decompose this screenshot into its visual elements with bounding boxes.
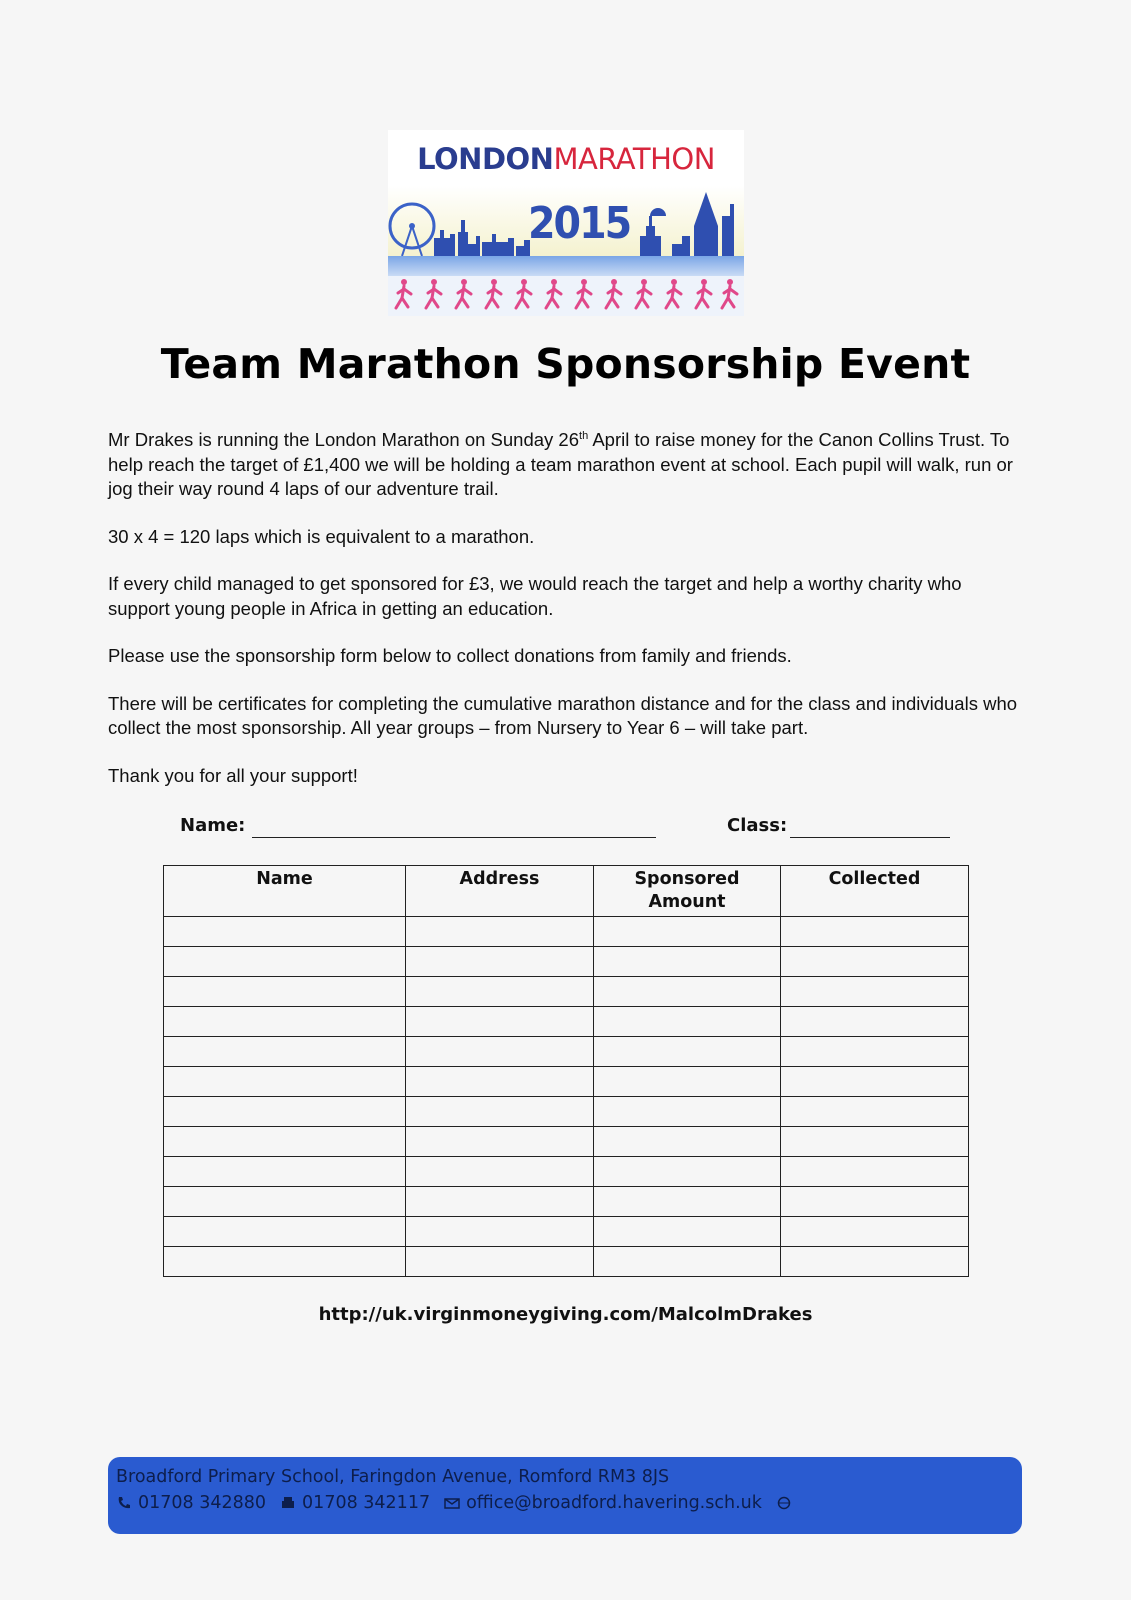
- address-cell[interactable]: [406, 1127, 594, 1157]
- paragraph-form: Please use the sponsorship form below to collect donations from family and friends.: [108, 645, 792, 666]
- address-cell[interactable]: [406, 1217, 594, 1247]
- fax-icon: [280, 1496, 296, 1510]
- name-cell[interactable]: [164, 1037, 406, 1067]
- header-address: Address: [406, 866, 594, 917]
- sponsored-amount-cell[interactable]: [594, 1157, 781, 1187]
- logo-year: 2015: [528, 198, 631, 249]
- collected-cell[interactable]: [781, 917, 969, 947]
- page-title: Team Marathon Sponsorship Event: [160, 340, 971, 388]
- name-class-fields: [180, 815, 960, 845]
- table-row: [164, 1157, 969, 1187]
- table-body: [164, 917, 969, 1277]
- email-icon: [444, 1496, 460, 1510]
- donation-url[interactable]: http://uk.virginmoneygiving.com/MalcolmDrakes: [318, 1304, 813, 1325]
- address-cell[interactable]: [406, 1037, 594, 1067]
- name-cell[interactable]: [164, 1007, 406, 1037]
- header-name: Name: [164, 866, 406, 917]
- table-row: [164, 1127, 969, 1157]
- class-label: Class:: [727, 815, 788, 836]
- table-row: [164, 1247, 969, 1277]
- collected-cell[interactable]: [781, 1037, 969, 1067]
- sponsored-amount-cell[interactable]: [594, 1037, 781, 1067]
- paragraph-thanks: Thank you for all your support!: [108, 764, 358, 786]
- name-field-line[interactable]: [252, 837, 656, 838]
- sponsored-amount-cell[interactable]: [594, 1247, 781, 1277]
- email-address[interactable]: office@broadford.havering.sch.uk: [466, 1493, 762, 1513]
- sponsored-amount-cell[interactable]: [594, 947, 781, 977]
- london-marathon-logo: [388, 130, 744, 316]
- fax-number: 01708 342117: [302, 1493, 431, 1513]
- contact-line: [116, 1493, 798, 1513]
- collected-cell[interactable]: [781, 1217, 969, 1247]
- logo-title: [388, 142, 744, 176]
- paragraph-certificates: There will be certificates for completing the cumulative marathon distance and for the class and individuals who collect the most sponsorship. All year groups – from Nursery to Year 6 – will take part.: [108, 692, 1018, 738]
- collected-cell[interactable]: [781, 1007, 969, 1037]
- name-cell[interactable]: [164, 1097, 406, 1127]
- collected-cell[interactable]: [781, 1247, 969, 1277]
- address-cell[interactable]: [406, 917, 594, 947]
- name-cell[interactable]: [164, 1127, 406, 1157]
- table-row: [164, 1217, 969, 1247]
- header-sponsored-amount: Sponsored Amount: [594, 866, 781, 917]
- name-cell[interactable]: [164, 947, 406, 977]
- address-cell[interactable]: [406, 1157, 594, 1187]
- table-row: [164, 1007, 969, 1037]
- collected-cell[interactable]: [781, 1157, 969, 1187]
- name-cell[interactable]: [164, 1067, 406, 1097]
- table-header-row: [164, 866, 969, 917]
- paragraph-laps: 30 x 4 = 120 laps which is equivalent to a marathon.: [108, 525, 535, 547]
- name-cell[interactable]: [164, 977, 406, 1007]
- school-address: Broadford Primary School, Faringdon Avenue, Romford RM3 8JS: [116, 1467, 670, 1487]
- sponsored-amount-cell[interactable]: [594, 1127, 781, 1157]
- letter-body: [108, 428, 1028, 811]
- sponsored-amount-cell[interactable]: [594, 1187, 781, 1217]
- address-cell[interactable]: [406, 1097, 594, 1127]
- name-cell[interactable]: [164, 1247, 406, 1277]
- collected-cell[interactable]: [781, 947, 969, 977]
- sponsored-amount-cell[interactable]: [594, 1067, 781, 1097]
- sponsored-amount-cell[interactable]: [594, 1097, 781, 1127]
- web-icon: [776, 1496, 792, 1510]
- address-cell[interactable]: [406, 947, 594, 977]
- name-cell[interactable]: [164, 917, 406, 947]
- sponsored-amount-cell[interactable]: [594, 1217, 781, 1247]
- address-cell[interactable]: [406, 1007, 594, 1037]
- table-row: [164, 977, 969, 1007]
- table-row: [164, 1187, 969, 1217]
- address-cell[interactable]: [406, 1187, 594, 1217]
- name-cell[interactable]: [164, 1157, 406, 1187]
- sponsored-amount-cell[interactable]: [594, 917, 781, 947]
- table-row: [164, 1067, 969, 1097]
- collected-cell[interactable]: [781, 977, 969, 1007]
- table-row: [164, 947, 969, 977]
- name-label: Name:: [180, 815, 246, 836]
- name-cell[interactable]: [164, 1217, 406, 1247]
- school-footer: [108, 1457, 1022, 1534]
- phone-number: 01708 342880: [138, 1493, 267, 1513]
- paragraph-intro: Mr Drakes is running the London Marathon on Sunday 26th April to raise money for the Canon Collins Trust. To help reach the target of £1,400 we will be holding a team marathon event at school. Each pupil will walk, run or jog their way round 4 laps of our adventure trail.: [108, 429, 1013, 499]
- name-cell[interactable]: [164, 1187, 406, 1217]
- table-row: [164, 917, 969, 947]
- paragraph-target: If every child managed to get sponsored for £3, we would reach the target and help a worthy charity who support young people in Africa in getting an education.: [108, 573, 962, 619]
- collected-cell[interactable]: [781, 1127, 969, 1157]
- phone-icon: [116, 1496, 132, 1510]
- sponsored-amount-cell[interactable]: [594, 1007, 781, 1037]
- header-collected: Collected: [781, 866, 969, 917]
- collected-cell[interactable]: [781, 1097, 969, 1127]
- address-cell[interactable]: [406, 1247, 594, 1277]
- collected-cell[interactable]: [781, 1187, 969, 1217]
- collected-cell[interactable]: [781, 1067, 969, 1097]
- class-field-line[interactable]: [790, 837, 950, 838]
- logo-word-marathon: MARATHON: [553, 142, 715, 176]
- address-cell[interactable]: [406, 977, 594, 1007]
- sponsorship-table: [163, 865, 969, 1277]
- table-row: [164, 1037, 969, 1067]
- address-cell[interactable]: [406, 1067, 594, 1097]
- table-row: [164, 1097, 969, 1127]
- sponsored-amount-cell[interactable]: [594, 977, 781, 1007]
- logo-word-london: LONDON: [417, 142, 554, 176]
